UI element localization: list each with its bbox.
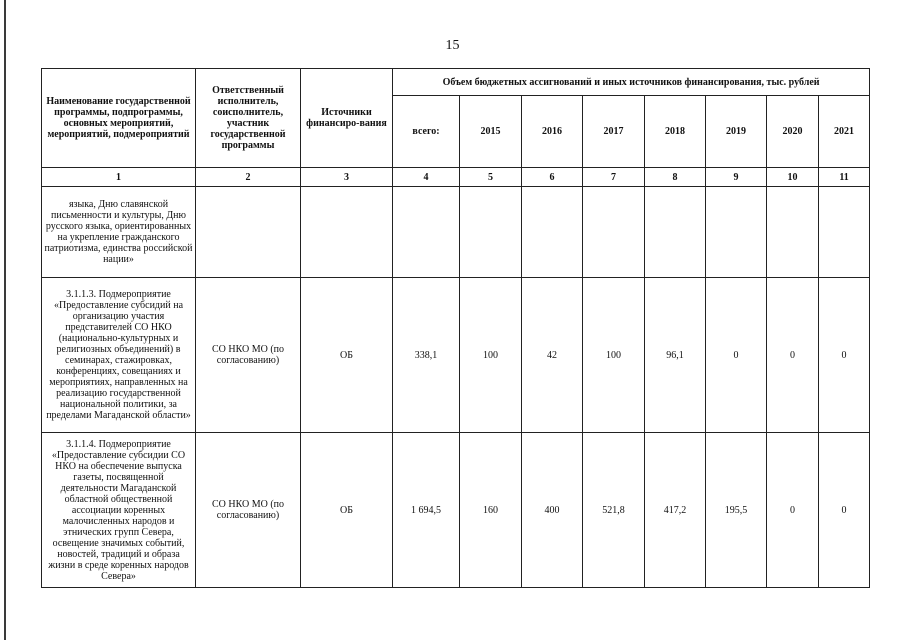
row-value: 160 bbox=[460, 433, 522, 588]
header-year: 2015 bbox=[460, 96, 522, 168]
column-number: 3 bbox=[301, 168, 393, 187]
table-row bbox=[42, 187, 870, 278]
header-year: 2021 bbox=[819, 96, 870, 168]
row-value: 521,8 bbox=[583, 433, 645, 588]
row-total bbox=[393, 187, 460, 278]
page-edge-rule bbox=[4, 0, 6, 640]
column-number: 6 bbox=[522, 168, 583, 187]
header-budget: Объем бюджетных ассигнований и иных источников финансирования, тыс. рублей bbox=[393, 69, 870, 96]
row-name: языка, Дню славянской письменности и культуры, Дню русского языка, ориентированных на укрепление гражданского патриотизма, единства российской нации» bbox=[42, 187, 196, 278]
column-number: 8 bbox=[645, 168, 706, 187]
row-responsible: СО НКО МО (по согласованию) bbox=[196, 433, 301, 588]
row-name: 3.1.1.4. Подмероприятие «Предоставление субсидии СО НКО на обеспечение выпуска газеты, посвященной деятельности Магаданской областной общественной ассоциации коренных малочисленных народов и этнических групп Севера, освещение значимых событий, новостей, традиций и образа жизни в среде коренных народов Севера» bbox=[42, 433, 196, 588]
row-value: 100 bbox=[460, 278, 522, 433]
row-responsible bbox=[196, 187, 301, 278]
header-total: всего: bbox=[393, 96, 460, 168]
row-value bbox=[522, 187, 583, 278]
row-value bbox=[819, 187, 870, 278]
row-value: 195,5 bbox=[706, 433, 767, 588]
table-row bbox=[42, 278, 870, 433]
column-number: 2 bbox=[196, 168, 301, 187]
column-number: 10 bbox=[767, 168, 819, 187]
row-value bbox=[460, 187, 522, 278]
row-source: ОБ bbox=[301, 433, 393, 588]
column-number: 11 bbox=[819, 168, 870, 187]
table-row bbox=[42, 433, 870, 588]
row-source: ОБ bbox=[301, 278, 393, 433]
row-value bbox=[706, 187, 767, 278]
row-value: 96,1 bbox=[645, 278, 706, 433]
column-number: 9 bbox=[706, 168, 767, 187]
row-source bbox=[301, 187, 393, 278]
page-number: 15 bbox=[445, 38, 460, 53]
row-value bbox=[645, 187, 706, 278]
row-value: 0 bbox=[767, 278, 819, 433]
row-value: 100 bbox=[583, 278, 645, 433]
row-value: 0 bbox=[819, 278, 870, 433]
row-responsible: СО НКО МО (по согласованию) bbox=[196, 278, 301, 433]
header-sources: Источники финансиро-вания bbox=[301, 69, 393, 168]
row-total: 1 694,5 bbox=[393, 433, 460, 588]
header-year: 2018 bbox=[645, 96, 706, 168]
row-value: 0 bbox=[706, 278, 767, 433]
row-value bbox=[583, 187, 645, 278]
row-value: 400 bbox=[522, 433, 583, 588]
column-number-row bbox=[42, 168, 870, 187]
row-name: 3.1.1.3. Подмероприятие «Предоставление субсидий на организацию участия представителей СО НКО (национально-культурных и религиозных объединений) в семинарах, стажировках, конференциях, совещаниях и мероприятиях, направленных на реализацию государственной национальной политики, за пределами Магаданской области» bbox=[42, 278, 196, 433]
column-number: 7 bbox=[583, 168, 645, 187]
column-number: 5 bbox=[460, 168, 522, 187]
header-name: Наименование государственной программы, подпрограммы, основных мероприятий, мероприятий, подмероприятий bbox=[42, 69, 196, 168]
row-total: 338,1 bbox=[393, 278, 460, 433]
row-value: 0 bbox=[819, 433, 870, 588]
header-year: 2016 bbox=[522, 96, 583, 168]
row-value: 0 bbox=[767, 433, 819, 588]
column-number: 1 bbox=[42, 168, 196, 187]
header-year: 2017 bbox=[583, 96, 645, 168]
row-value: 417,2 bbox=[645, 433, 706, 588]
header-year: 2020 bbox=[767, 96, 819, 168]
header-responsible: Ответственный исполнитель, соисполнитель, участник государственной программы bbox=[196, 69, 301, 168]
row-value bbox=[767, 187, 819, 278]
header-year: 2019 bbox=[706, 96, 767, 168]
column-number: 4 bbox=[393, 168, 460, 187]
row-value: 42 bbox=[522, 278, 583, 433]
budget-table bbox=[41, 68, 870, 588]
